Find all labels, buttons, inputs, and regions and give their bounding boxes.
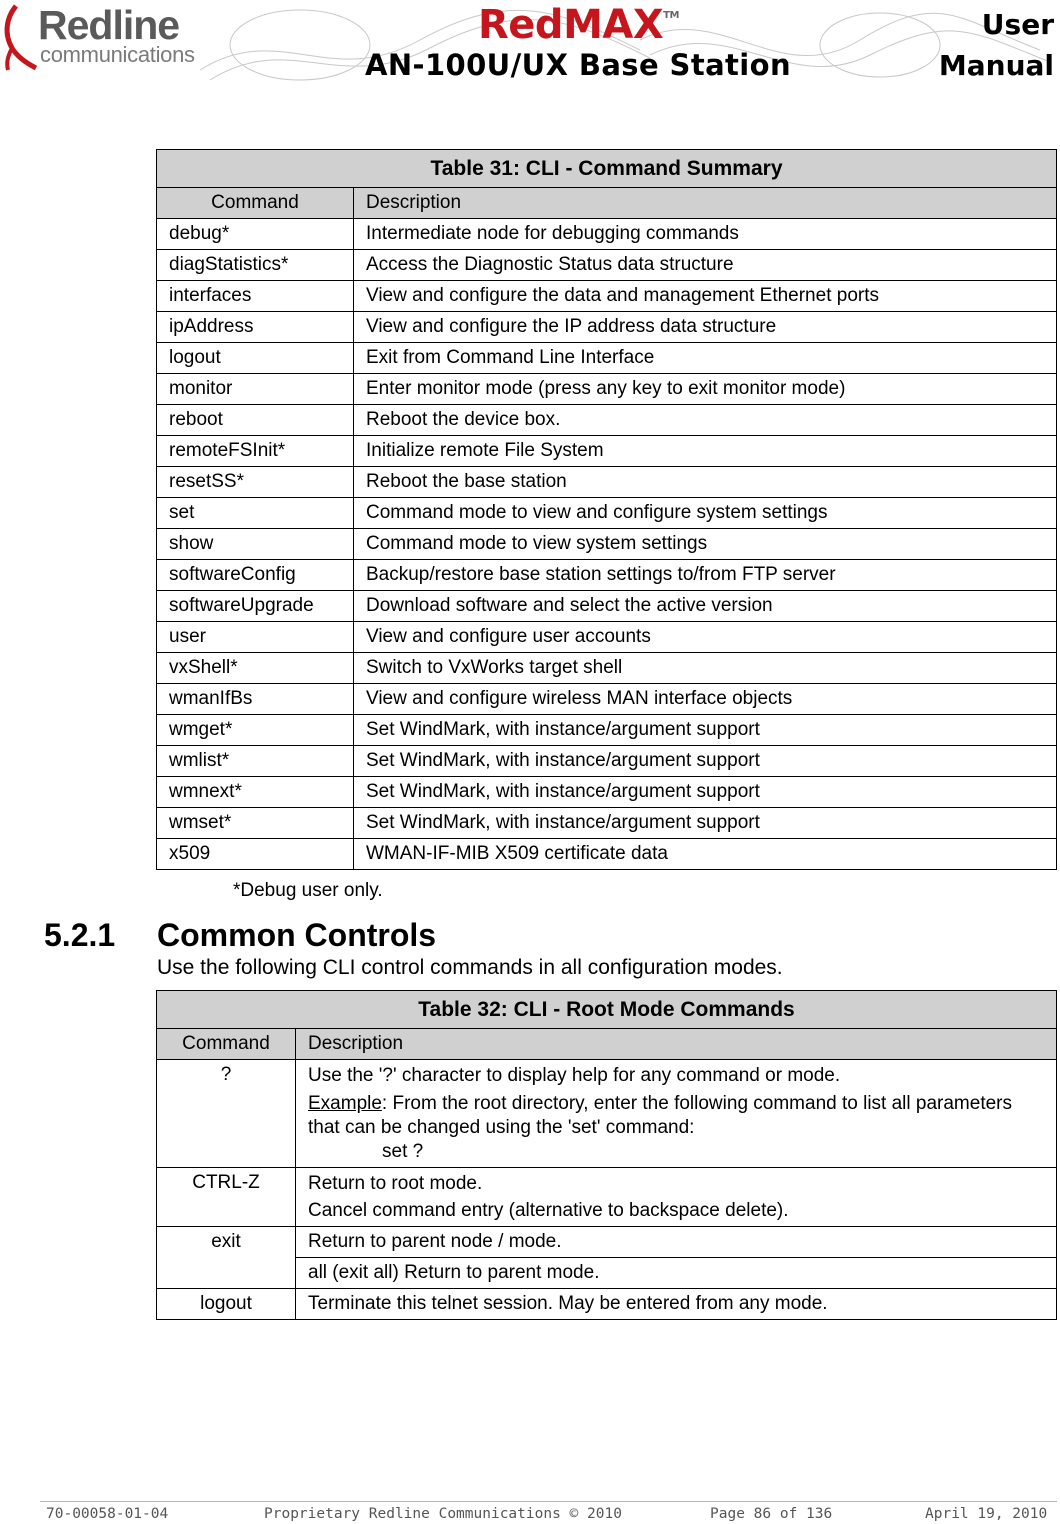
section-number: 5.2.1: [44, 917, 116, 953]
description-cell: WMAN-IF-MIB X509 certificate data: [354, 839, 1057, 870]
section-intro: Use the following CLI control commands in all configuration modes.: [157, 956, 783, 979]
command-cell: wmget*: [157, 715, 354, 746]
table-row: [157, 622, 1057, 653]
command-cell: reboot: [157, 405, 354, 436]
table-row: [157, 715, 1057, 746]
command-cell: wmnext*: [157, 777, 354, 808]
doc-type: [939, 4, 1054, 86]
redmax-brand: [478, 2, 679, 48]
code-example: set ?: [382, 1141, 424, 1162]
command-cell: softwareConfig: [157, 560, 354, 591]
command-cell: wmset*: [157, 808, 354, 839]
command-cell: set: [157, 498, 354, 529]
brand-tm: TM: [663, 10, 679, 21]
description-cell: View and configure wireless MAN interface objects: [354, 684, 1057, 715]
description-cell: Return to parent node / mode.: [296, 1227, 1057, 1258]
redline-logo-icon: [2, 4, 42, 72]
example-label: Example: [308, 1093, 382, 1114]
description-cell: Command mode to view system settings: [354, 529, 1057, 560]
footer-copyright: Proprietary Redline Communications © 2010: [264, 1506, 622, 1522]
description-cell: Initialize remote File System: [354, 436, 1057, 467]
table-row: [157, 746, 1057, 777]
table-row: [157, 1060, 1057, 1168]
description-cell: [296, 1060, 1057, 1168]
description-cell: Set WindMark, with instance/argument support: [354, 715, 1057, 746]
description-cell: Set WindMark, with instance/argument support: [354, 777, 1057, 808]
table-row: [157, 1168, 1057, 1227]
description-cell: Backup/restore base station settings to/from FTP server: [354, 560, 1057, 591]
table-row: [157, 529, 1057, 560]
description-cell: View and configure user accounts: [354, 622, 1057, 653]
command-cell: resetSS*: [157, 467, 354, 498]
table-row: [157, 653, 1057, 684]
footer-rule: [40, 1501, 1057, 1502]
command-cell: diagStatistics*: [157, 250, 354, 281]
description-cell: Switch to VxWorks target shell: [354, 653, 1057, 684]
table-row: [157, 343, 1057, 374]
description-cell: Intermediate node for debugging commands: [354, 219, 1057, 250]
description-cell: all (exit all) Return to parent mode.: [296, 1258, 1057, 1289]
table-row: [157, 808, 1057, 839]
column-header-command: Command: [157, 188, 354, 219]
description-cell: Download software and select the active version: [354, 591, 1057, 622]
table-row: [157, 312, 1057, 343]
column-header-command: Command: [157, 1029, 296, 1060]
table-row: [157, 591, 1057, 622]
product-title: AN-100U/UX Base Station: [365, 48, 792, 82]
command-cell: logout: [157, 343, 354, 374]
command-cell: monitor: [157, 374, 354, 405]
description-cell: Set WindMark, with instance/argument support: [354, 746, 1057, 777]
command-cell: debug*: [157, 219, 354, 250]
description-cell: Reboot the device box.: [354, 405, 1057, 436]
description-cell: Access the Diagnostic Status data structure: [354, 250, 1057, 281]
brand-max: MAX: [563, 2, 664, 48]
command-cell: interfaces: [157, 281, 354, 312]
command-cell: wmanIfBs: [157, 684, 354, 715]
company-logo-subtext: communications: [40, 42, 195, 67]
description-line: Use the '?' character to display help for any command or mode.: [308, 1065, 841, 1086]
command-cell: exit: [157, 1227, 296, 1289]
description-cell: Exit from Command Line Interface: [354, 343, 1057, 374]
footer-page-number: Page 86 of 136: [710, 1506, 833, 1522]
table-row: [157, 374, 1057, 405]
command-cell: softwareUpgrade: [157, 591, 354, 622]
command-cell: vxShell*: [157, 653, 354, 684]
command-cell: ?: [157, 1060, 296, 1168]
doc-type-line2: Manual: [938, 49, 1054, 82]
table-row: [157, 777, 1057, 808]
table-row: [157, 436, 1057, 467]
command-cell: user: [157, 622, 354, 653]
table-row: [157, 467, 1057, 498]
footer-date: April 19, 2010: [925, 1506, 1048, 1522]
description-cell: Set WindMark, with instance/argument support: [354, 808, 1057, 839]
command-cell: logout: [157, 1289, 296, 1320]
company-logo-text: Redline: [38, 2, 180, 48]
command-cell: remoteFSInit*: [157, 436, 354, 467]
description-cell: View and configure the IP address data structure: [354, 312, 1057, 343]
table-row: [157, 219, 1057, 250]
command-summary-table: [156, 149, 1057, 870]
table-row: [157, 250, 1057, 281]
example-text: : From the root directory, enter the following command to list all parameters that can be changed using the 'set' command:: [308, 1093, 1012, 1138]
command-cell: CTRL-Z: [157, 1168, 296, 1227]
description-line: Return to root mode.: [308, 1173, 483, 1194]
description-line: Cancel command entry (alternative to backspace delete).: [308, 1200, 789, 1221]
description-cell: View and configure the data and management Ethernet ports: [354, 281, 1057, 312]
table-row: [157, 281, 1057, 312]
table-footnote: *Debug user only.: [233, 880, 383, 901]
column-header-description: Description: [354, 188, 1057, 219]
table-row: [157, 560, 1057, 591]
example-paragraph: [308, 1092, 1044, 1140]
description-cell: Terminate this telnet session. May be entered from any mode.: [296, 1289, 1057, 1320]
table-row: [157, 498, 1057, 529]
table-caption: Table 31: CLI - Command Summary: [157, 150, 1057, 188]
table-row: [157, 1227, 1057, 1258]
table-row: [157, 1289, 1057, 1320]
brand-red: Red: [478, 2, 564, 48]
doc-type-line1: User: [981, 8, 1054, 41]
table-row: [157, 684, 1057, 715]
command-cell: show: [157, 529, 354, 560]
section-title: Common Controls: [157, 917, 437, 953]
footer-doc-number: 70-00058-01-04: [46, 1506, 169, 1522]
description-cell: Enter monitor mode (press any key to exit monitor mode): [354, 374, 1057, 405]
table-caption: Table 32: CLI - Root Mode Commands: [157, 991, 1057, 1029]
table-row: [157, 405, 1057, 436]
table-row: [157, 839, 1057, 870]
root-mode-commands-table: [156, 990, 1057, 1320]
column-header-description: Description: [296, 1029, 1057, 1060]
command-cell: x509: [157, 839, 354, 870]
description-cell: Reboot the base station: [354, 467, 1057, 498]
command-cell: ipAddress: [157, 312, 354, 343]
command-cell: wmlist*: [157, 746, 354, 777]
command-summary-rows: [157, 219, 1057, 870]
page-header: [0, 0, 1060, 100]
description-cell: [296, 1168, 1057, 1227]
description-cell: Command mode to view and configure system settings: [354, 498, 1057, 529]
